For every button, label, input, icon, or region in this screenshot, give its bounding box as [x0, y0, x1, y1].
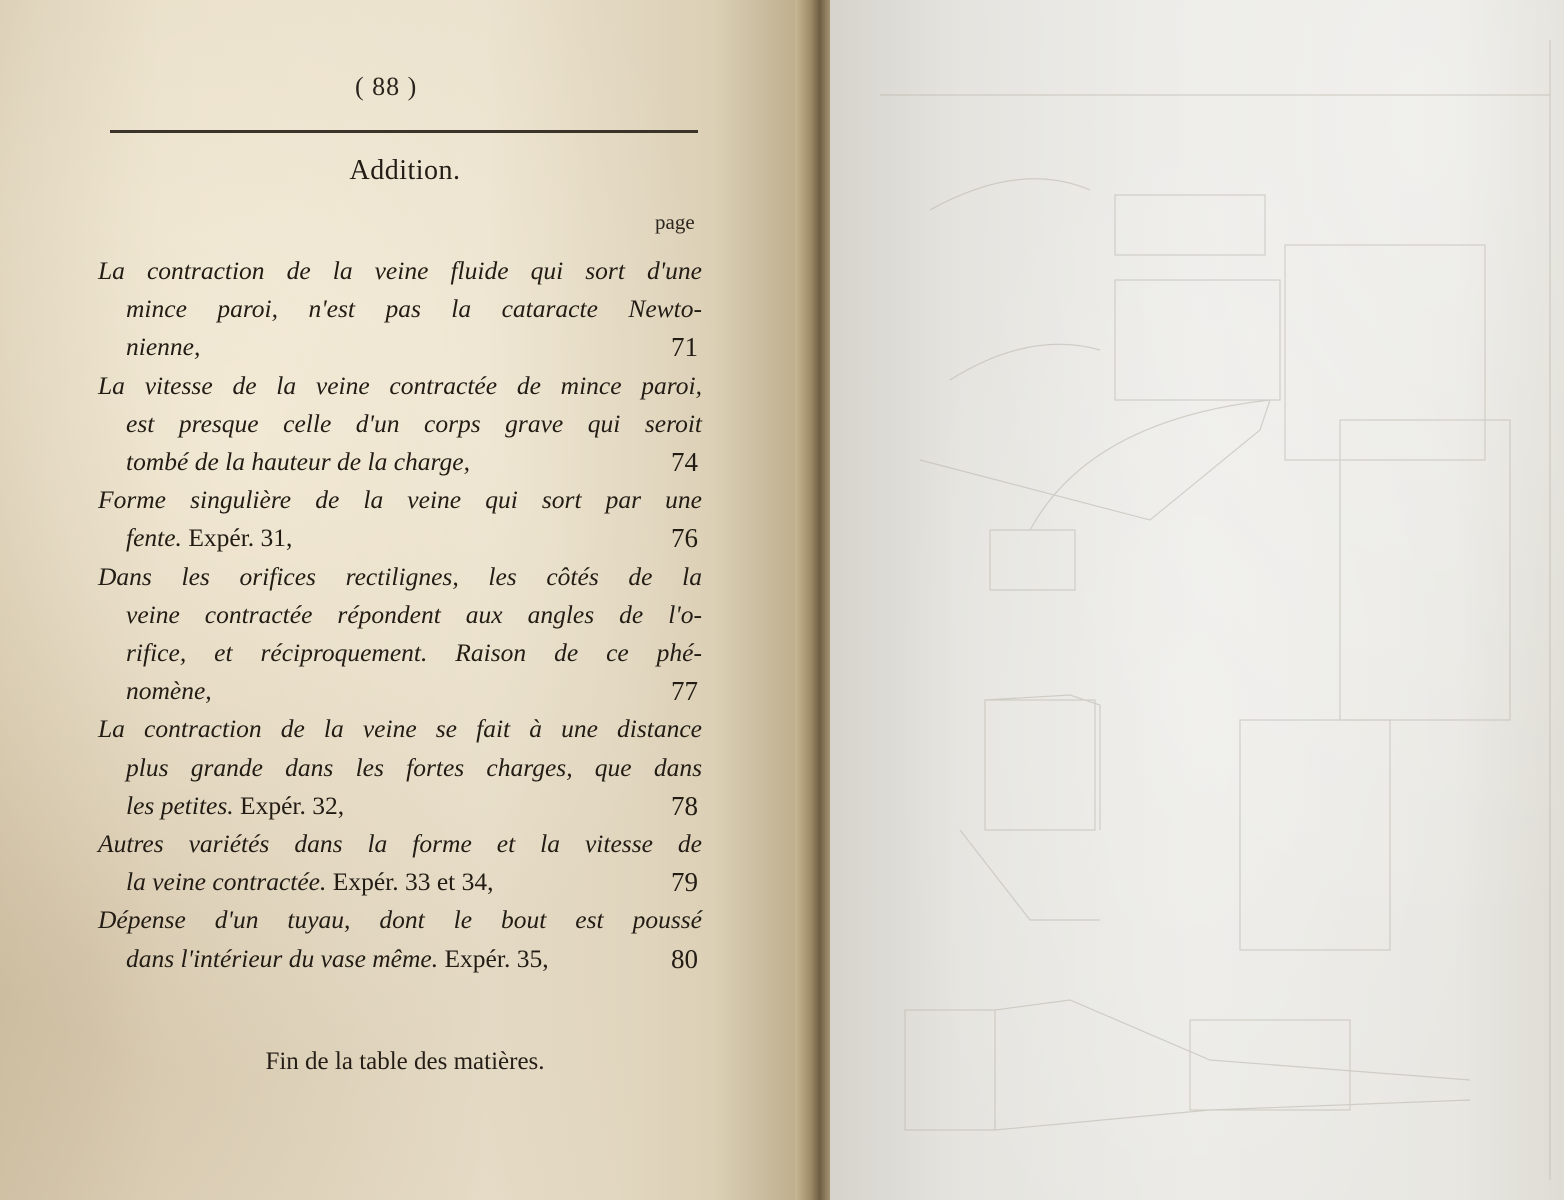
toc-entry-text: la veine contractée. [126, 867, 327, 897]
table-of-contents [98, 252, 702, 978]
toc-entry-line [98, 710, 702, 748]
page-column-label: page [655, 210, 695, 234]
toc-entry-line [98, 367, 702, 405]
toc-entry-line [98, 749, 702, 787]
faint-engraved-plate [830, 0, 1564, 1200]
toc-entry [98, 252, 702, 367]
end-note: Fin de la table des matières. [265, 1048, 545, 1075]
toc-entry-line [98, 901, 702, 939]
section-title: Addition. [349, 155, 461, 186]
toc-entry-line [98, 252, 702, 290]
toc-entry [98, 367, 702, 482]
toc-entry [98, 901, 702, 977]
toc-entry-text: nienne, [126, 332, 201, 362]
toc-entry-line [98, 863, 702, 901]
toc-entry-page-number: 76 [671, 523, 698, 554]
toc-entry-page-number: 71 [671, 332, 698, 363]
toc-entry-text: rifice, et réciproquement. Raison de ce phé- [126, 638, 702, 668]
toc-entry-line [98, 405, 702, 443]
toc-entry-page-number: 78 [671, 790, 698, 821]
toc-entry-text: Autres variétés dans la forme et la vitesse de [98, 829, 702, 859]
toc-entry-text: La contraction de la veine se fait à une distance [98, 714, 702, 744]
toc-entry [98, 710, 702, 825]
toc-entry-text: La contraction de la veine fluide qui sort d'une [98, 256, 702, 285]
toc-entry-page-number: 79 [671, 867, 698, 898]
toc-entry [98, 558, 702, 711]
toc-entry-text: est presque celle d'un corps grave qui seroit [126, 408, 702, 438]
toc-entry-line [98, 634, 702, 672]
page-number: ( 88 ) [355, 72, 418, 101]
toc-entry-experiment-ref: Expér. 35, [438, 943, 549, 973]
toc-entry-page-number: 74 [671, 447, 698, 478]
toc-entry-text: Forme singulière de la veine qui sort par une [98, 485, 702, 515]
toc-entry-text: La vitesse de la veine contractée de mince paroi, [98, 370, 702, 400]
toc-entry-text: tombé de la hauteur de la charge, [126, 447, 470, 477]
toc-entry-text: dans l'intérieur du vase même. [126, 943, 439, 973]
toc-entry-experiment-ref: Expér. 31, [181, 523, 293, 553]
toc-entry-experiment-ref: Expér. 33 et 34, [326, 867, 494, 897]
toc-entry-text: mince paroi, n'est pas la cataracte Newto- [126, 294, 702, 324]
toc-entry-experiment-ref: Expér. 32, [233, 790, 345, 820]
toc-entry-text: veine contractée répondent aux angles de l'o- [126, 599, 702, 629]
toc-entry-text: nomène, [126, 676, 212, 706]
toc-entry-line [98, 787, 702, 825]
toc-entry-line [98, 672, 702, 710]
toc-entry-text: fente. [126, 523, 182, 553]
toc-entry-text: plus grande dans les fortes charges, que dans [126, 752, 702, 782]
toc-entry-line [98, 825, 702, 863]
toc-entry-page-number: 80 [671, 943, 698, 974]
toc-entry [98, 481, 702, 557]
toc-entry-text: les petites. [126, 790, 234, 820]
header-rule [110, 130, 698, 133]
toc-entry-line [98, 328, 702, 366]
toc-entry-line [98, 290, 702, 328]
toc-entry-text: Dans les orifices rectilignes, les côtés de la [98, 561, 702, 591]
toc-entry-line [98, 558, 702, 596]
toc-entry-text: Dépense d'un tuyau, dont le bout est poussé [98, 905, 702, 935]
toc-entry-line [98, 481, 702, 519]
toc-entry-line [98, 519, 702, 557]
toc-entry-page-number: 77 [671, 676, 698, 707]
toc-entry-line [98, 443, 702, 481]
toc-entry [98, 825, 702, 901]
right-page-plate [830, 0, 1564, 1200]
toc-entry-line [98, 596, 702, 634]
toc-entry-line [98, 940, 702, 978]
